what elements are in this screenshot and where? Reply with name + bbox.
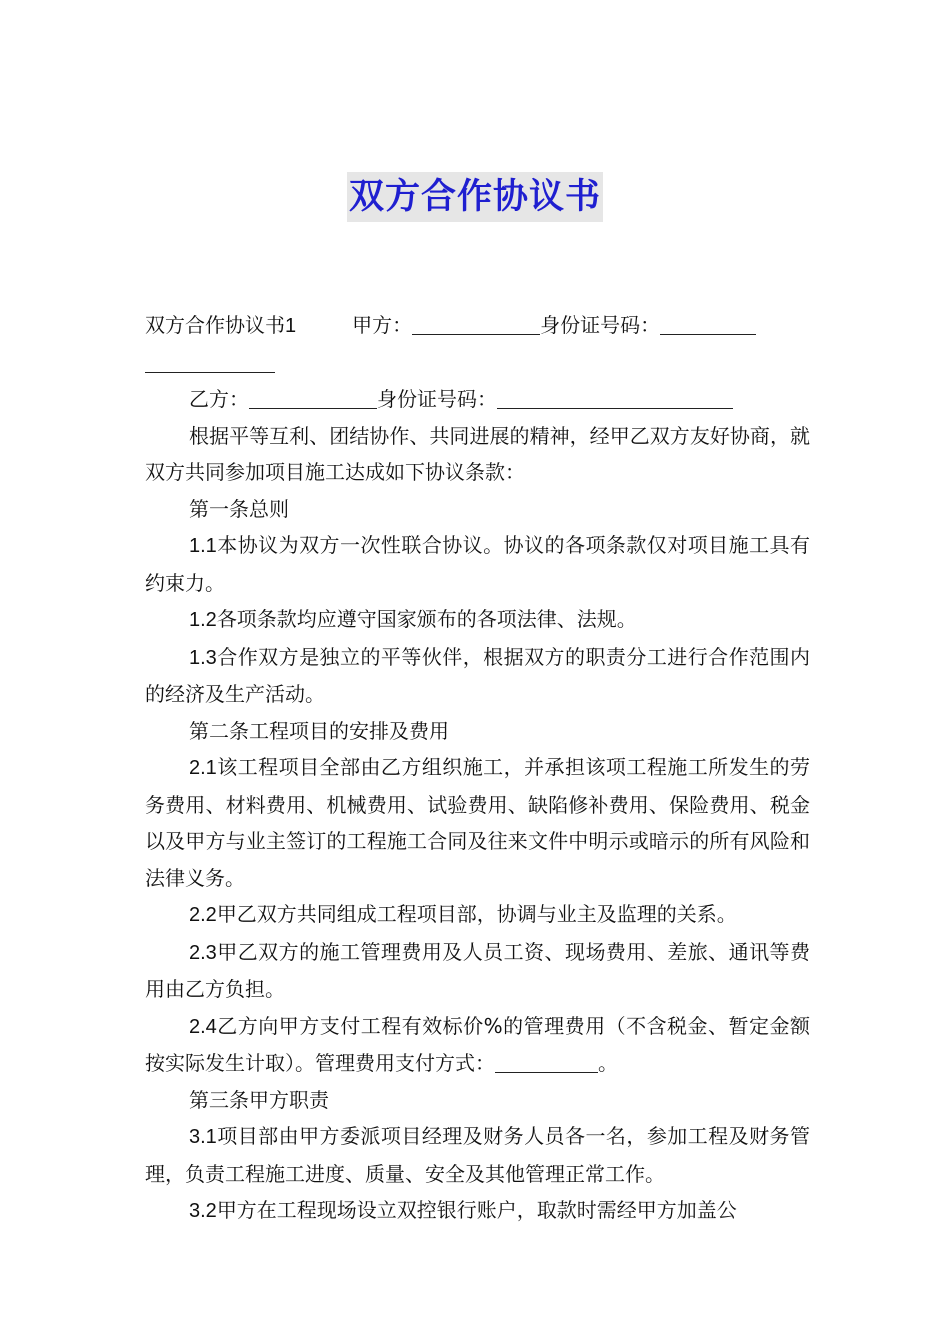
id-label-a: 身份证号码： — [540, 313, 661, 337]
party-b-label: 乙方： — [189, 387, 249, 411]
doc-label: 双方合作协议书 — [145, 313, 285, 337]
clause-1-1 — [145, 527, 810, 601]
clause-3-2 — [145, 1192, 810, 1230]
clause-text: 乙方向甲方支付工程有效标价%的管理费用（不含税金、暂定金额按实际发生计取）。管理费用支付方式： — [145, 1013, 810, 1075]
clause-text-end: 。 — [598, 1051, 618, 1075]
party-b-blank[interactable] — [249, 386, 377, 409]
clause-number: 2.2 — [189, 904, 217, 926]
clause-number: 3.1 — [189, 1126, 217, 1148]
clause-2-1 — [145, 749, 810, 896]
id-label-b: 身份证号码： — [377, 387, 497, 411]
clause-text: 合作双方是独立的平等伙伴，根据双方的职责分工进行合作范围内的经济及生产活动。 — [145, 644, 810, 706]
clause-2-4 — [145, 1008, 810, 1082]
document-title — [0, 172, 950, 222]
clause-text: 甲方在工程现场设立双控银行账户，取款时需经甲方加盖公 — [216, 1198, 737, 1222]
header-line — [145, 307, 810, 381]
document-body — [145, 307, 810, 1230]
clause-number: 2.3 — [189, 941, 217, 964]
clause-text: 甲乙双方共同组成工程项目部，协调与业主及监理的关系。 — [216, 902, 737, 926]
clause-number: 3.2 — [189, 1200, 217, 1222]
clause-text: 项目部由甲方委派项目经理及财务人员各一名，参加工程及财务管理，负责工程施工进度、质量、安全及其他管理正常工作。 — [145, 1124, 810, 1186]
clause-2-2 — [145, 896, 810, 934]
clause-1-2 — [145, 601, 810, 639]
party-a-label: 甲方： — [352, 313, 413, 337]
article-2-heading: 第二条工程项目的安排及费用 — [189, 718, 449, 743]
party-a-blank[interactable] — [412, 312, 540, 335]
payment-method-blank[interactable] — [495, 1050, 598, 1073]
clause-number: 1.2 — [189, 609, 217, 631]
party-b-line — [145, 381, 810, 418]
clause-number: 1.3 — [189, 646, 217, 669]
clause-2-3 — [145, 934, 810, 1008]
article-3-heading: 第三条甲方职责 — [189, 1087, 329, 1112]
document-title-text: 双方合作协议书 — [347, 172, 603, 222]
clause-text: 该工程项目全部由乙方组织施工，并承担该项工程施工所发生的劳务费用、材料费用、机械费用、试验费用、缺陷修补费用、保险费用、税金以及甲方与业主签订的工程施工合同及往来文件中明示或暗示的所有风险和法律义务。 — [145, 755, 810, 890]
clause-number: 2.4 — [189, 1015, 217, 1038]
id-a-blank[interactable] — [660, 312, 756, 335]
clause-3-1 — [145, 1118, 810, 1192]
id-a-blank-continued[interactable] — [145, 350, 275, 373]
id-b-blank[interactable] — [497, 386, 733, 409]
clause-text: 各项条款均应遵守国家颁布的各项法律、法规。 — [216, 607, 637, 631]
clause-text: 本协议为双方一次性联合协议。协议的各项条款仅对项目施工具有约束力。 — [145, 533, 810, 595]
intro-paragraph: 根据平等互利、团结协作、共同进展的精神，经甲乙双方友好协商，就双方共同参加项目施工达成如下协议条款： — [145, 423, 810, 484]
clause-number: 2.1 — [189, 757, 217, 779]
clause-text: 甲乙双方的施工管理费用及人员工资、现场费用、差旅、通讯等费用由乙方负担。 — [145, 939, 810, 1001]
clause-number: 1.1 — [189, 535, 217, 557]
doc-number: 1 — [285, 315, 297, 337]
clause-1-3 — [145, 639, 810, 713]
article-1-heading: 第一条总则 — [189, 496, 289, 521]
